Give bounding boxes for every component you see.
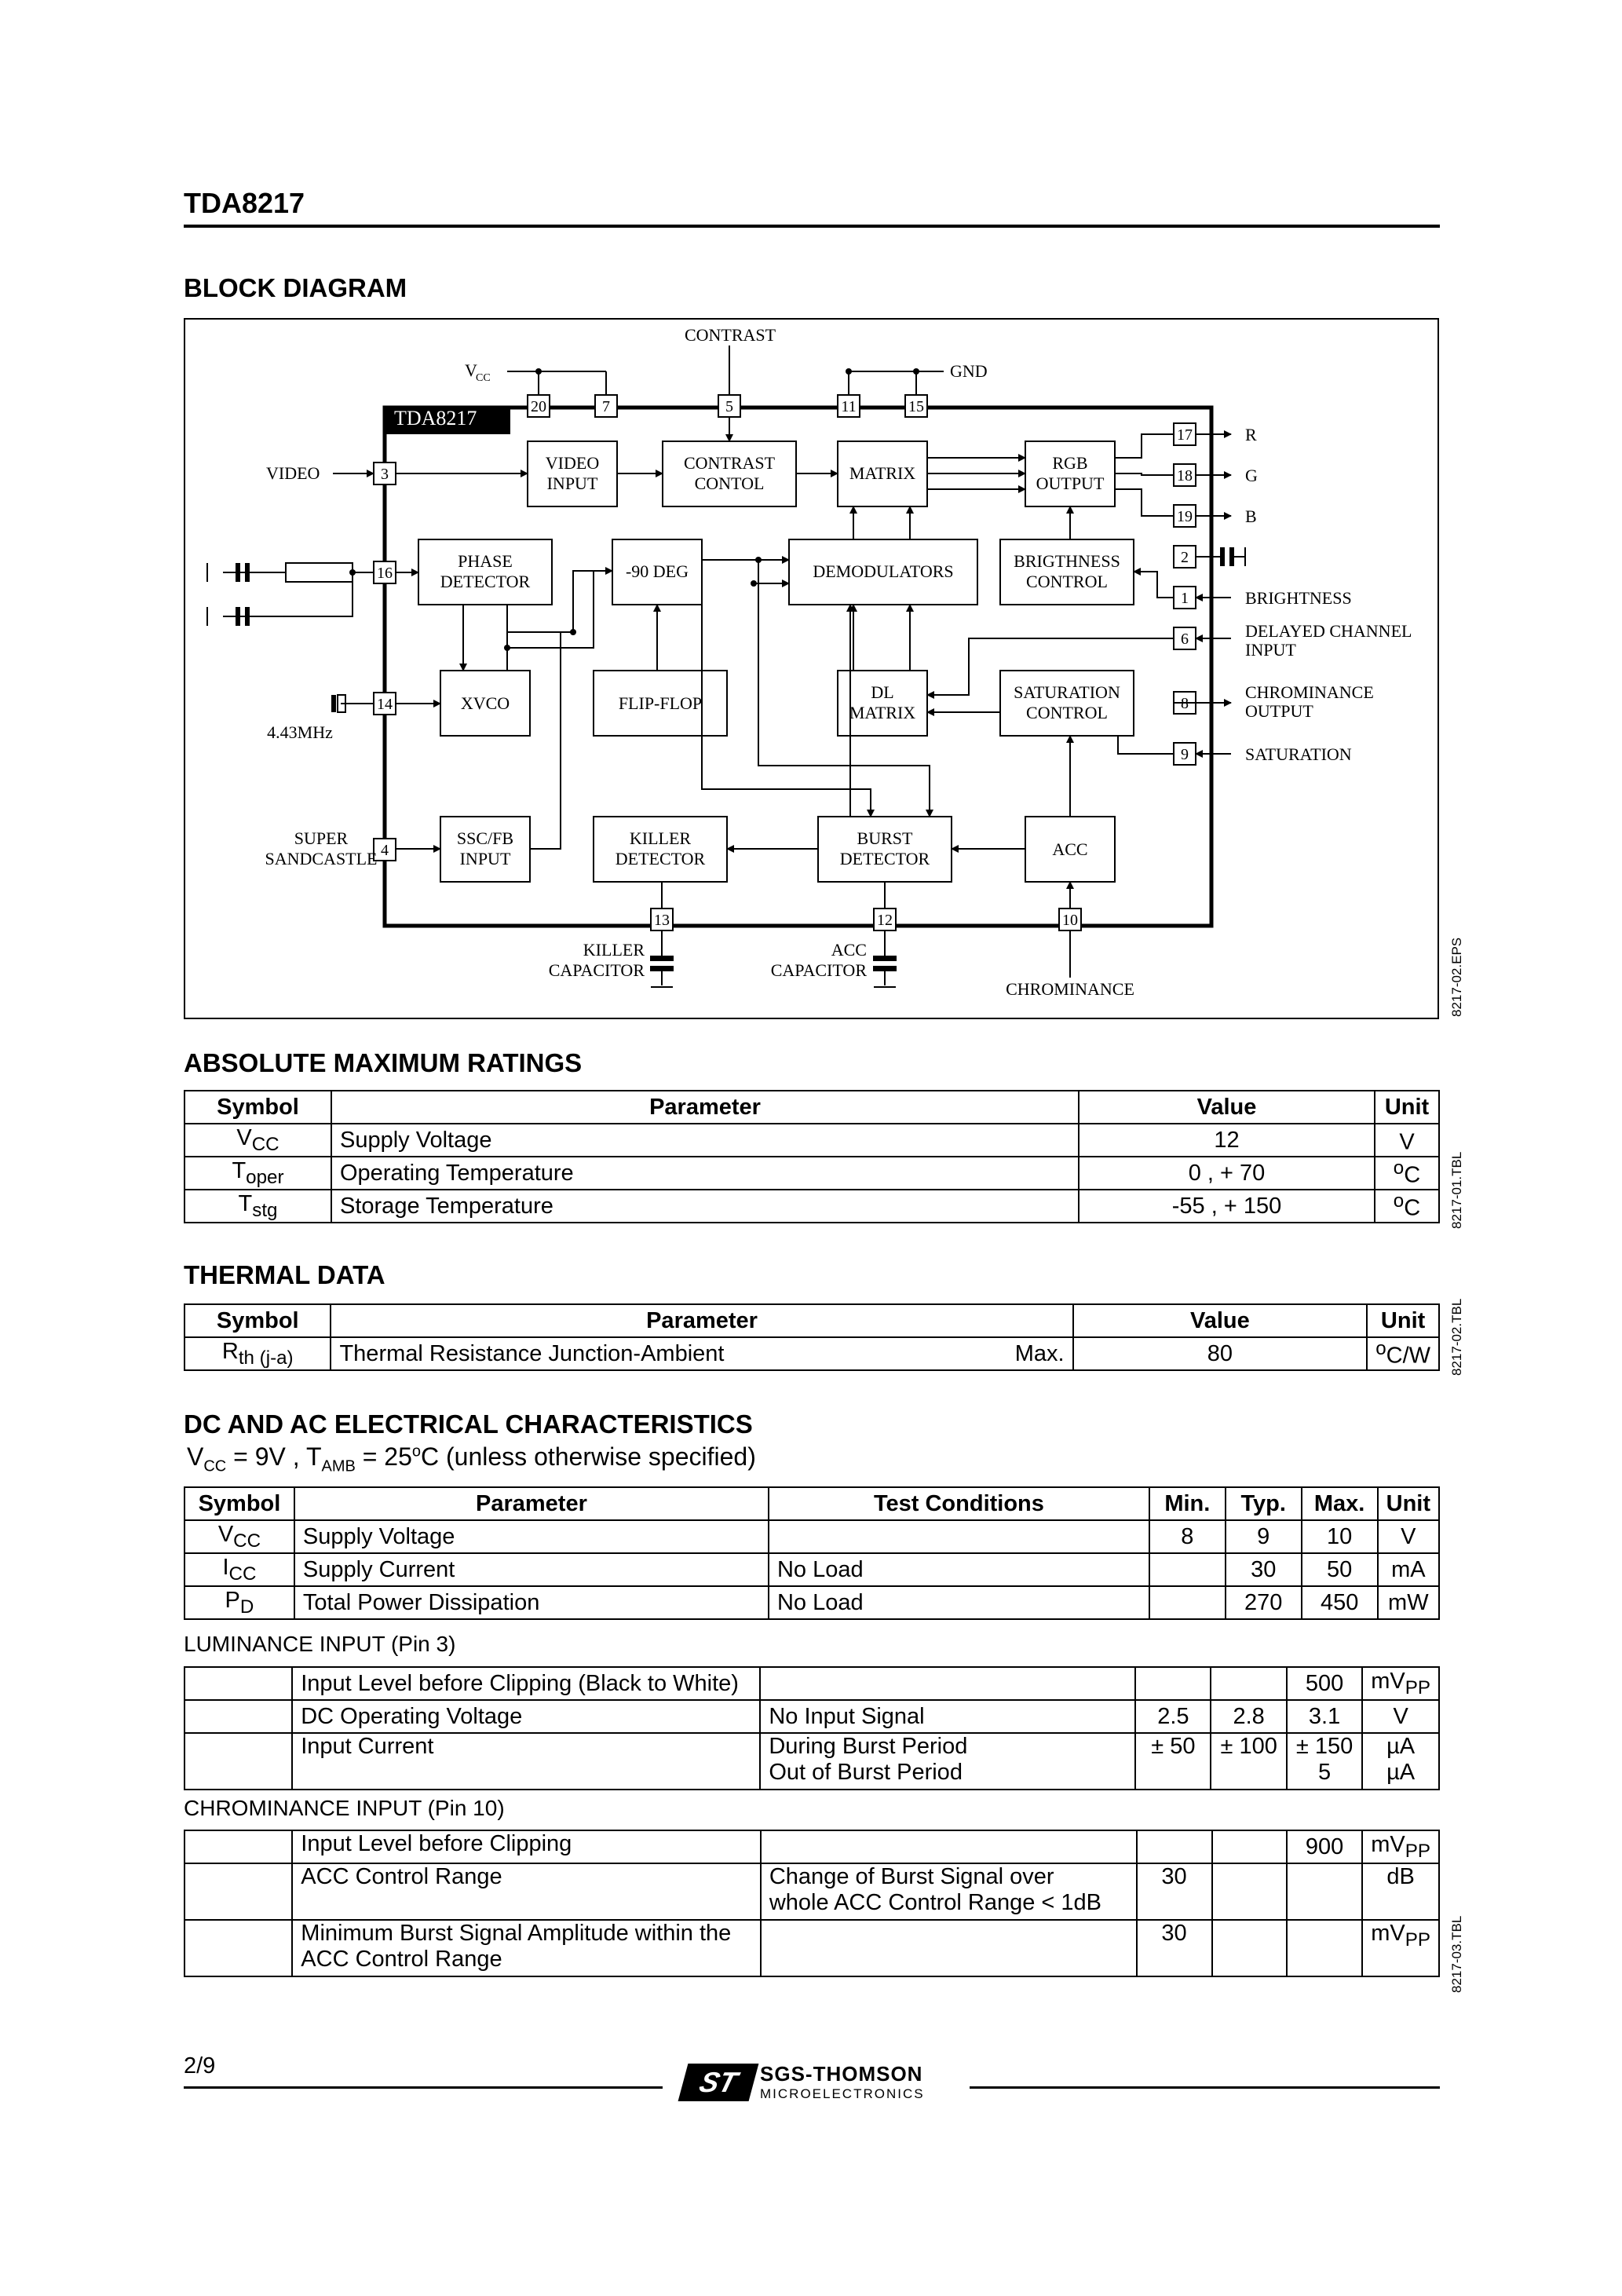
svg-text:17: 17 [1177, 426, 1193, 444]
svg-text:7: 7 [602, 398, 610, 415]
thermal-code: 8217-02.TBL [1449, 1298, 1464, 1376]
svg-text:DEMODULATORS: DEMODULATORS [813, 561, 954, 581]
svg-text:19: 19 [1177, 508, 1193, 525]
svg-text:DELAYED CHANNEL: DELAYED CHANNEL [1245, 621, 1412, 641]
table-row: $R_{th (j-a)}$ Thermal Resistance Junction-Ambient Max. 80 $^o$C/W [184, 1337, 1439, 1370]
svg-text:5: 5 [725, 398, 733, 415]
table-row: ACC Control Range Change of Burst Signal over whole ACC Control Range < 1dB 30 dB [184, 1863, 1439, 1920]
svg-text:13: 13 [654, 912, 670, 929]
table-row: Input Current During Burst Period Out of Burst Period ± 50 ± 100 ± 150 5 µA µA [184, 1733, 1439, 1790]
svg-text:14: 14 [377, 696, 393, 713]
svg-text:11: 11 [841, 398, 857, 415]
block-diagram-code: 8217-02.EPS [1449, 937, 1464, 1017]
table-row: $T_{stg}$ Storage Temperature -55 , + 150 $^o$C [184, 1190, 1439, 1223]
svg-text:CAPACITOR: CAPACITOR [770, 960, 867, 980]
thermal-table: Symbol Parameter Value Unit $R_{th (j-a)}$ Thermal Resistance Junction-Ambient Max. 80 $^o$C/W [184, 1303, 1440, 1371]
svg-text:12: 12 [877, 912, 893, 929]
svg-text:4: 4 [381, 842, 389, 859]
svg-text:DETECTOR: DETECTOR [440, 572, 531, 591]
svg-text:R: R [1245, 425, 1257, 444]
svg-text:10: 10 [1062, 912, 1078, 929]
svg-text:GND: GND [950, 361, 988, 381]
svg-text:20: 20 [531, 398, 546, 415]
svg-text:15: 15 [908, 398, 924, 415]
svg-text:CAPACITOR: CAPACITOR [548, 960, 645, 980]
svg-text:INPUT: INPUT [1245, 640, 1296, 660]
svg-text:OUTPUT: OUTPUT [1245, 701, 1313, 721]
svg-text:18: 18 [1177, 467, 1193, 484]
svg-text:FLIP-FLOP: FLIP-FLOP [618, 693, 703, 713]
svg-text:8: 8 [1181, 695, 1189, 712]
table-row: Minimum Burst Signal Amplitude within the ACC Control Range 30 $mV_{PP}$ [184, 1920, 1439, 1976]
company-name: SGS-THOMSON [760, 2062, 923, 2086]
svg-text:MATRIX: MATRIX [849, 703, 916, 722]
svg-text:2: 2 [1181, 549, 1189, 566]
table-row: $V_{CC}$ Supply Voltage 12 V [184, 1124, 1439, 1157]
luminance-table [184, 1666, 1440, 1790]
svg-text:CONTRAST: CONTRAST [684, 325, 776, 345]
abs-max-table: Symbol Parameter Value Unit $V_{CC}$ Supply Voltage 12 V $T_{oper}$ Operating Temperature 0 , + 70 $^o$C $T_{stg}$ Storage Temperature -55 , + 150 $^o$C [184, 1090, 1440, 1223]
svg-text:BURST: BURST [857, 828, 913, 848]
svg-text:ACC: ACC [1052, 839, 1088, 859]
luminance-subheader: LUMINANCE INPUT (Pin 3) [184, 1632, 456, 1656]
table-row: $P_D$ Total Power Dissipation No Load 270 450 mW [184, 1586, 1439, 1619]
svg-text:XVCO: XVCO [460, 693, 510, 713]
svg-text:MATRIX: MATRIX [849, 463, 916, 483]
footer-rule-right [970, 2086, 1440, 2089]
svg-text:CHROMINANCE: CHROMINANCE [1245, 682, 1374, 702]
svg-text:6: 6 [1181, 631, 1189, 648]
table-row: Input Level before Clipping 900 $mV_{PP}$ [184, 1830, 1439, 1863]
svg-text:BRIGTHNESS: BRIGTHNESS [1014, 551, 1120, 571]
svg-text:SSC/FB: SSC/FB [456, 828, 514, 848]
footer-rule-left [184, 2086, 663, 2089]
chrominance-table [184, 1830, 1440, 1977]
svg-text:KILLER: KILLER [629, 828, 692, 848]
svg-text:-90 DEG: -90 DEG [625, 561, 689, 581]
svg-text:SATURATION: SATURATION [1014, 682, 1120, 702]
svg-text:VIDEO: VIDEO [545, 453, 600, 473]
svg-text:ACC: ACC [831, 940, 867, 960]
block-diagram [184, 318, 1440, 1025]
svg-text:DETECTOR: DETECTOR [615, 849, 706, 868]
table-row: DC Operating Voltage No Input Signal 2.5 2.8 3.1 V [184, 1700, 1439, 1733]
svg-text:SUPER: SUPER [294, 828, 349, 848]
dcac-table: Symbol Parameter Test Conditions Min. Typ. Max. Unit $V_{CC}$ Supply Voltage 8 9 10 V $I_{CC}$ Supply Current No Load 30 50 mA $P_D$ Total Power Dissipation No Load 270 450 mW [184, 1486, 1440, 1620]
svg-text:KILLER: KILLER [583, 940, 645, 960]
abs-max-code: 8217-01.TBL [1449, 1151, 1464, 1229]
svg-text:DETECTOR: DETECTOR [839, 849, 930, 868]
svg-text:INPUT: INPUT [546, 473, 598, 493]
chip-label: TDA8217 [394, 407, 477, 430]
table-row: Input Level before Clipping (Black to White) 500 $mV_{PP}$ [184, 1667, 1439, 1700]
svg-text:CONTOL: CONTOL [694, 473, 765, 493]
thermal-title: THERMAL DATA [184, 1260, 385, 1289]
page-header-part-number: TDA8217 [184, 187, 305, 219]
table-row: $I_{CC}$ Supply Current No Load 30 50 mA [184, 1553, 1439, 1586]
header-rule [184, 225, 1440, 228]
svg-text:PHASE: PHASE [458, 551, 513, 571]
block-diagram-title: BLOCK DIAGRAM [184, 273, 407, 302]
svg-text:VIDEO: VIDEO [266, 463, 320, 483]
svg-text:9: 9 [1181, 746, 1189, 763]
dcac-code: 8217-03.TBL [1449, 1915, 1464, 1993]
svg-text:CHROMINANCE: CHROMINANCE [1006, 979, 1134, 999]
st-logo: ST [678, 2064, 759, 2101]
table-row: $V_{CC}$ Supply Voltage 8 9 10 V [184, 1520, 1439, 1553]
abs-max-title: ABSOLUTE MAXIMUM RATINGS [184, 1048, 583, 1077]
dcac-conditions: $V_{CC} = 9V$ , $T_{AMB} = 25^oC$ (unless otherwise specified) [187, 1442, 756, 1475]
svg-text:CONTROL: CONTROL [1026, 572, 1108, 591]
svg-text:BRIGHTNESS: BRIGHTNESS [1245, 588, 1352, 608]
svg-text:3: 3 [381, 466, 389, 483]
svg-text:INPUT: INPUT [459, 849, 511, 868]
svg-text:4.43MHz: 4.43MHz [267, 722, 333, 742]
dcac-title: DC AND AC ELECTRICAL CHARACTERISTICS [184, 1409, 753, 1439]
svg-text:CONTRAST: CONTRAST [683, 453, 776, 473]
page-number: 2/9 [184, 2053, 216, 2078]
svg-text:SATURATION: SATURATION [1245, 744, 1352, 764]
svg-text:DL: DL [871, 682, 894, 702]
svg-text:G: G [1245, 466, 1258, 485]
svg-text:CONTROL: CONTROL [1026, 703, 1108, 722]
svg-text:1: 1 [1181, 590, 1189, 607]
svg-text:OUTPUT: OUTPUT [1036, 473, 1105, 493]
svg-text:V: V [465, 360, 477, 380]
svg-text:CC: CC [476, 372, 491, 384]
table-row: $T_{oper}$ Operating Temperature 0 , + 70 $^o$C [184, 1157, 1439, 1190]
chrominance-subheader: CHROMINANCE INPUT (Pin 10) [184, 1796, 505, 1820]
svg-text:RGB: RGB [1052, 453, 1088, 473]
diagram-frame [184, 319, 1438, 1018]
svg-text:16: 16 [377, 565, 393, 582]
svg-text:B: B [1245, 506, 1257, 526]
company-division: MICROELECTRONICS [760, 2086, 925, 2101]
svg-text:SANDCASTLE: SANDCASTLE [265, 849, 378, 868]
